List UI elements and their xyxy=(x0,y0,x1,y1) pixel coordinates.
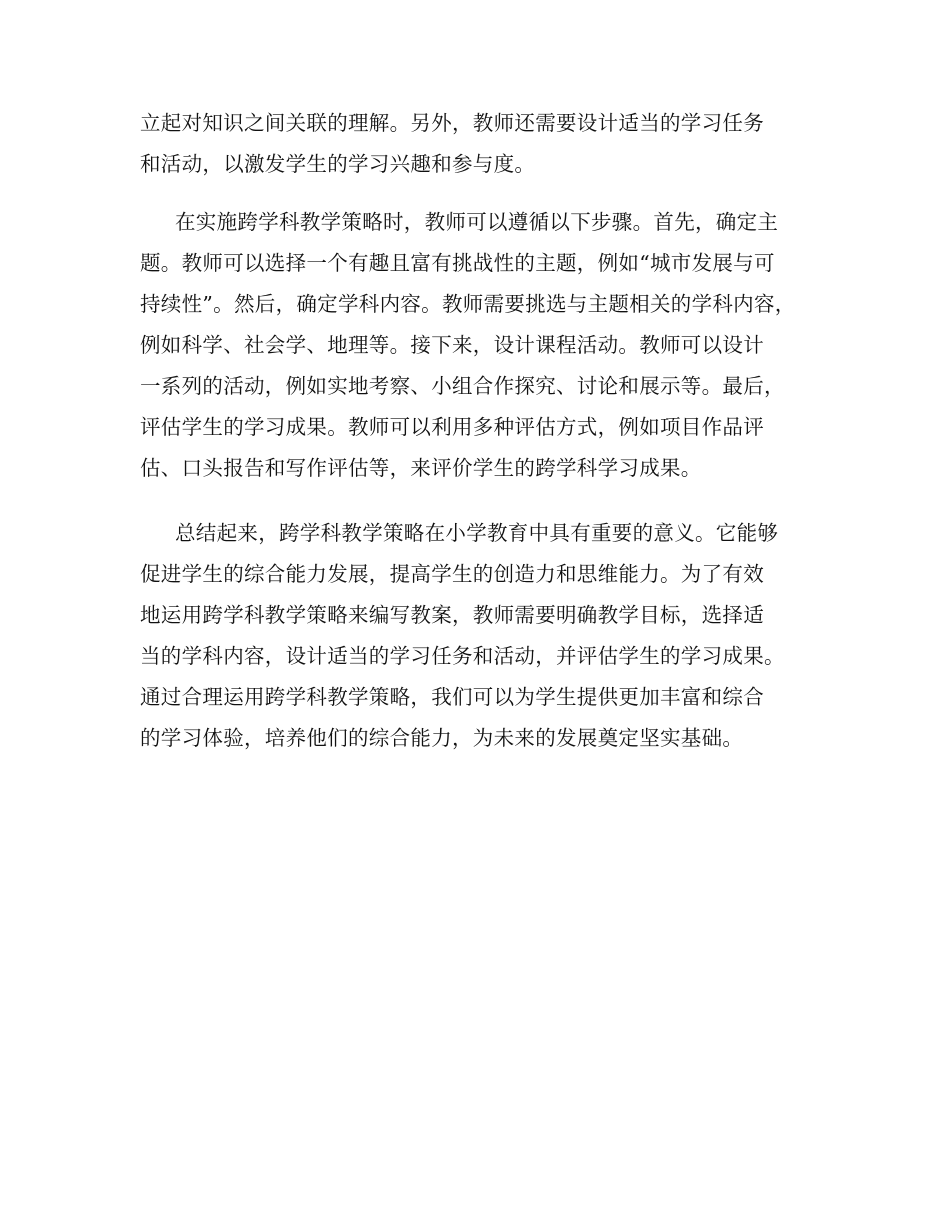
paragraph-line: 促进学生的综合能力发展，提高学生的创造力和思维能力。为了有效 xyxy=(140,562,764,586)
paragraph-line: 立起对知识之间关联的理解。另外，教师还需要设计适当的学习任务 xyxy=(140,111,764,135)
paragraph-line: 一系列的活动，例如实地考察、小组合作探究、讨论和展示等。最后， xyxy=(140,374,785,398)
paragraph-line: 总结起来，跨学科教学策略在小学教育中具有重要的意义。它能够 xyxy=(175,521,779,545)
paragraph-line: 评估学生的学习成果。教师可以利用多种评估方式，例如项目作品评 xyxy=(140,415,764,439)
paragraph-line: 例如科学、社会学、地理等。接下来，设计课程活动。教师可以设计 xyxy=(140,333,764,357)
paragraph-line: 在实施跨学科教学策略时，教师可以遵循以下步骤。首先，确定主 xyxy=(175,210,779,234)
paragraph-line: 题。教师可以选择一个有趣且富有挑战性的主题，例如“城市发展与可 xyxy=(140,251,775,275)
paragraph-line: 地运用跨学科教学策略来编写教案，教师需要明确教学目标，选择适 xyxy=(140,603,764,627)
paragraph-line: 持续性”。然后，确定学科内容。教师需要挑选与主题相关的学科内容， xyxy=(140,292,796,316)
paragraph-line: 当的学科内容，设计适当的学习任务和活动，并评估学生的学习成果。 xyxy=(140,644,785,668)
paragraph-line: 的学习体验，培养他们的综合能力，为未来的发展奠定坚实基础。 xyxy=(140,726,744,750)
paragraph-line: 估、口头报告和写作评估等，来评价学生的跨学科学习成果。 xyxy=(140,456,702,480)
paragraph-line: 通过合理运用跨学科教学策略，我们可以为学生提供更加丰富和综合 xyxy=(140,685,764,709)
paragraph-line: 和活动，以激发学生的学习兴趣和参与度。 xyxy=(140,152,536,176)
